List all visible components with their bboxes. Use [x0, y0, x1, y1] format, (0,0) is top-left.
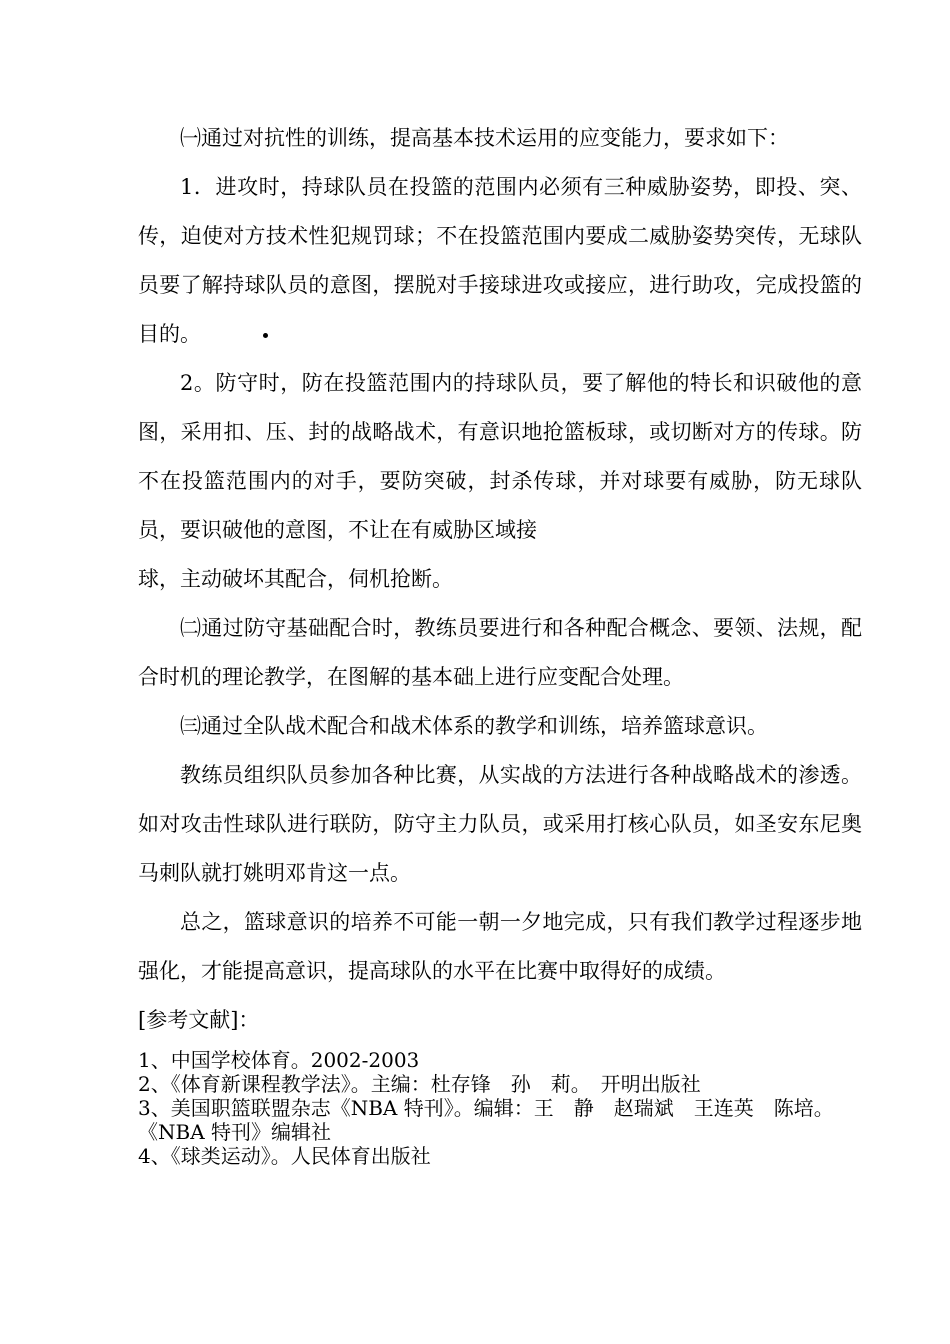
- reference-item: 2、《体育新课程教学法》。主编：杜存锋 孙 莉。 开明出版社: [138, 1072, 701, 1096]
- paragraph-offense: [138, 163, 862, 359]
- paragraph-defense-continued: 球，主动破坏其配合，伺机抢断。: [138, 567, 453, 591]
- paragraph-section-1-heading: ㈠通过对抗性的训练，提高基本技术运用的应变能力，要求如下：: [180, 126, 789, 150]
- reference-item: 3、美国职篮联盟杂志《NBA 特刊》。编辑：王 静 赵瑞斌 王连英 陈培。《NBA 特刊》编辑社: [138, 1096, 834, 1144]
- paragraph-conclusion: 总之，篮球意识的培养不可能一朝一夕地完成，只有我们教学过程逐步地强化，才能提高意识，提高球队的水平在比赛中取得好的成绩。: [138, 910, 862, 983]
- references-list: [138, 1048, 862, 1168]
- paragraph-offense-text: 1．进攻时，持球队员在投篮的范围内必须有三种威胁姿势，即投、突、传，迫使对方技术性犯规罚球；不在投篮范围内要成二威胁姿势突传，无球队员要了解持球队员的意图，摆脱对手接球进攻或接应，进行助攻，完成投篮的目的。: [138, 175, 862, 346]
- paragraph-section-2: ㈡通过防守基础配合时，教练员要进行和各种配合概念、要领、法规，配合时机的理论教学，在图解的基本础上进行应变配合处理。: [138, 616, 862, 689]
- reference-item: 4、《球类运动》。人民体育出版社: [138, 1144, 431, 1168]
- paragraph-defense: 2。防守时，防在投篮范围内的持球队员，要了解他的特长和识破他的意图，采用扣、压、封的战略战术，有意识地抢篮板球，或切断对方的传球。防不在投篮范围内的对手，要防突破，封杀传球，并对球要有威胁，防无球队员，要识破他的意图，不让在有威胁区域接: [138, 371, 862, 542]
- stray-dot-mark: [263, 333, 268, 338]
- paragraph-section-3: ㈢通过全队战术配合和战术体系的教学和训练，培养篮球意识。: [180, 714, 768, 738]
- paragraph-coach-competition: 教练员组织队员参加各种比赛，从实战的方法进行各种战略战术的渗透。如对攻击性球队进行联防，防守主力队员，或采用打核心队员，如圣安东尼奥马刺队就打姚明邓肯这一点。: [138, 763, 862, 885]
- reference-item: 1、中国学校体育。2002-2003: [138, 1048, 420, 1072]
- body-text: [138, 114, 862, 1045]
- references-heading: [参考文献]：: [138, 1008, 260, 1032]
